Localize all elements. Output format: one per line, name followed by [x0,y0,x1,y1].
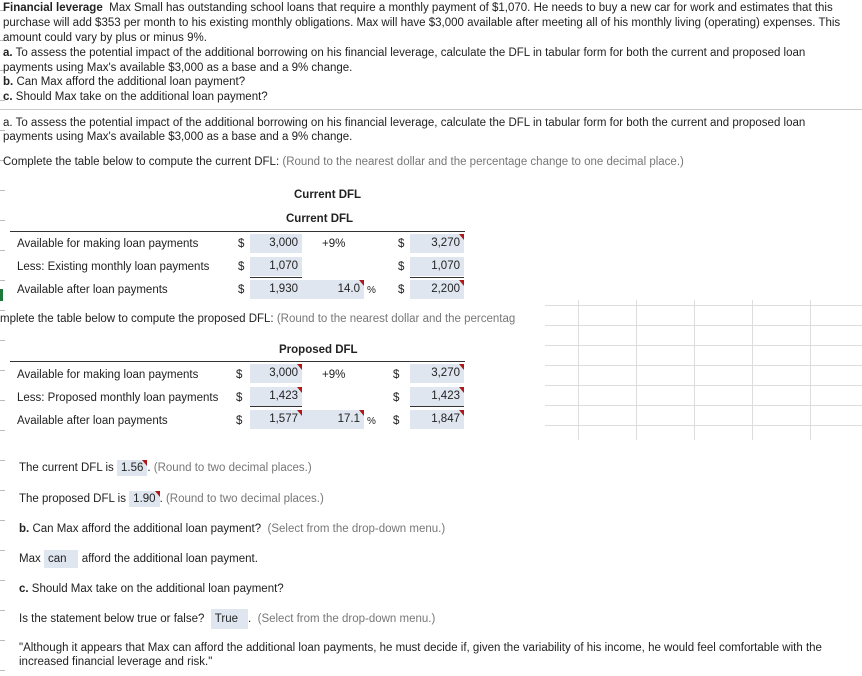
current-instruction [3,156,684,168]
gutter-tick [0,220,5,221]
row-label: Available after loan payments [17,415,168,427]
proposed-base-loan[interactable]: 1,423 [250,387,302,406]
gutter-tick [0,580,5,581]
gutter-tick [0,460,5,461]
dollar: $ [393,369,400,381]
current-base-after[interactable]: 1,930 [250,280,302,299]
hint: (Select from the drop-down menu.) [267,523,446,535]
header-rule [10,361,465,362]
true-false-line: Is the statement below true or false? True . (Select from the drop-down menu.) [19,613,435,625]
text: afford the additional loan payment. [81,553,258,565]
hint: (Round to the nearest dollar and the percentag [276,313,516,325]
dollar: $ [238,284,245,296]
text: Can Max afford the additional loan payment? [16,76,246,88]
label: b. [3,76,14,88]
dollar: $ [398,261,405,273]
gutter-tick [0,340,5,341]
problem-line-1 [3,2,833,14]
gutter-tick [0,520,5,521]
grid-line [545,305,862,306]
sum-rule [250,277,302,278]
gutter-tick [0,370,5,371]
sum-rule [410,406,464,407]
row-label: Available for making loan payments [17,369,199,381]
gutter-tick [0,310,5,311]
dollar: $ [236,369,243,381]
current-base-available[interactable]: 3,000 [250,234,302,253]
row-label: Less: Proposed monthly loan payments [17,392,219,404]
change-label: +9% [322,369,346,381]
true-false-dropdown[interactable]: True [211,609,248,629]
proposed-base-after[interactable]: 1,577 [250,410,302,429]
grid-line [545,385,862,386]
row-label: Available for making loan payments [17,238,199,250]
problem-c [3,91,268,103]
gutter-tick [0,490,5,491]
gutter-tick [0,430,5,431]
dollar: $ [398,238,405,250]
proposed-instruction [0,313,519,325]
dollar: $ [236,392,243,404]
percent: % [367,416,376,427]
grid-line [545,365,862,366]
problem-b [3,76,245,88]
label: a. [3,47,13,59]
text: Complete the table below to compute the current DFL: [3,156,280,168]
text: mplete the table below to compute the proposed DFL: [0,313,274,325]
sum-rule [250,406,302,407]
problem-a-line-2: payments using Max's available $3,000 as a base and a 9% change. [3,62,353,74]
current-dfl-title: Current DFL [294,189,362,201]
row-label: Less: Existing monthly loan payments [17,261,210,273]
current-new-after[interactable]: 2,200 [410,280,464,299]
gutter-tick [0,640,5,641]
sum-rule [410,277,464,278]
problem-a-line-1 [3,47,805,59]
divider [0,109,862,110]
label: b. [19,523,30,535]
current-base-loan[interactable]: 1,070 [250,257,302,276]
dollar: $ [238,238,245,250]
part-a-line-2: payments using Max's available $3,000 as a base and a 9% change. [3,131,353,143]
current-new-loan[interactable]: 1,070 [410,257,464,276]
hint: (Round to two decimal places.) [153,462,312,474]
problem-line-3: amount could vary by plus or minus 9%. [3,32,207,44]
proposed-dfl-line: The proposed DFL is 1.90 . (Round to two decimal places.) [19,493,324,505]
hint: (Round to two decimal places.) [165,493,324,505]
proposed-dfl-input[interactable]: 1.90 [129,491,159,507]
gutter-tick [0,400,5,401]
proposed-new-after[interactable]: 1,847 [410,410,464,429]
dollar: $ [393,392,400,404]
header-rule [10,231,465,232]
row-label: Available after loan payments [17,284,168,296]
proposed-new-loan[interactable]: 1,423 [410,387,464,406]
question-c [19,583,284,595]
current-pct-change[interactable]: 14.0 [302,280,364,299]
gutter-tick [0,550,5,551]
grid-line [545,345,862,346]
hint: (Round to the nearest dollar and the percentage change to one decimal place.) [282,156,684,168]
grid-line [810,300,811,440]
gutter-tick [0,190,5,191]
text: Should Max take on the additional loan payment? [31,583,284,595]
gutter-tick [0,280,5,281]
proposed-base-available[interactable]: 3,000 [250,364,302,383]
hint: (Select from the drop-down menu.) [257,613,436,625]
text: Should Max take on the additional loan payment? [15,91,268,103]
label: c. [3,91,13,103]
dollar: $ [393,415,400,427]
text: Is the statement below true or false? [19,613,205,625]
text: Can Max afford the additional loan payment? [32,523,262,535]
label: c. [19,583,29,595]
text: Max Small has outstanding school loans that require a monthly payment of $1,070. He needs to buy a new car for work and estimates that this [109,2,833,14]
question-b [19,523,445,535]
gutter-tick [0,670,5,671]
quote-line-2: increased financial leverage and risk." [19,656,213,668]
dollar: $ [236,415,243,427]
dollar: $ [398,284,405,296]
gutter-tick [0,250,5,251]
grid-line [545,325,862,326]
grid-line [545,405,862,406]
proposed-dfl-header: Proposed DFL [279,344,358,356]
dollar: $ [238,261,245,273]
text: The current DFL is [19,462,114,474]
max-can-line [19,553,258,565]
problem-line-2: purchase will add $353 per month to his existing monthly obligations. Max will have $3,000 available after meeting all of his monthly living (operating) expenses. This [3,17,841,29]
grid-line [694,300,695,440]
current-dfl-header: Current DFL [286,213,354,225]
problem-title: Financial leverage [3,2,103,14]
current-new-available[interactable]: 3,270 [410,234,464,253]
grid-line [636,300,637,440]
proposed-pct-change[interactable]: 17.1 [302,410,364,429]
text: Max [19,553,41,565]
proposed-new-available[interactable]: 3,270 [410,364,464,383]
current-dfl-line: The current DFL is 1.56 . (Round to two decimal places.) [19,462,312,474]
change-label: +9% [322,238,346,250]
part-a-line-1: a. To assess the potential impact of the additional borrowing on his financial leverage, calculate the DFL in tabular form for both the current and proposed loan [3,117,806,129]
grid-line [578,300,579,440]
can-dropdown[interactable]: can [44,550,79,568]
grid-line [545,425,862,426]
text: The proposed DFL is [19,493,126,505]
percent: % [367,285,376,296]
cell-cursor [0,289,3,301]
quote-line-1: "Although it appears that Max can afford the additional loan payments, he must decide if, given the variability of his income, he would feel comfortable with the [19,642,822,654]
current-dfl-input[interactable]: 1.56 [117,460,147,476]
grid-line [752,300,753,440]
text: To assess the potential impact of the additional borrowing on his financial leverage, calculate the DFL in tabular form for both the current and proposed loan [15,47,806,59]
gutter-tick [0,610,5,611]
